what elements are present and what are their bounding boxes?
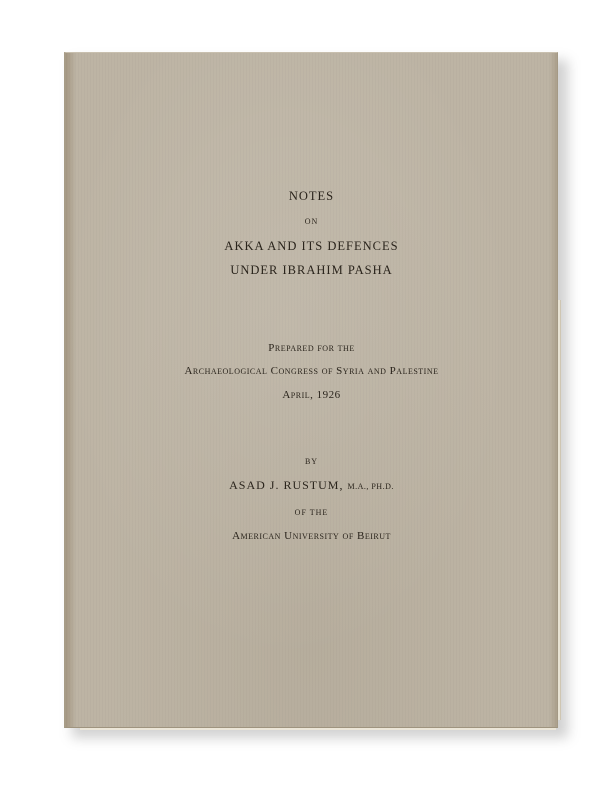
prepared-line-2: Archaeological Congress of Syria and Palestine (184, 365, 439, 377)
author-line (66, 478, 557, 493)
of-the-label (66, 508, 557, 517)
institution-name: American University of Beirut (232, 530, 391, 542)
title-line-3: AKKA AND ITS DEFENCES (224, 239, 399, 253)
author-line-inner (66, 478, 557, 493)
title-akka (66, 239, 557, 254)
congress-name (66, 365, 557, 377)
author-degrees: M.A., PH.D. (347, 482, 394, 491)
of-the-text: OF THE (294, 508, 329, 517)
pamphlet-cover (64, 52, 558, 728)
congress-date (66, 389, 557, 401)
title-notes (66, 189, 557, 204)
title-on (66, 217, 557, 226)
author-name: ASAD J. RUSTUM, (229, 478, 344, 492)
prepared-line-1: Prepared for the (268, 342, 355, 354)
by-text: BY (304, 457, 319, 466)
title-line-2: ON (304, 217, 319, 226)
by-label (66, 457, 557, 466)
title-line-1: NOTES (288, 189, 335, 203)
prepared-for (66, 342, 557, 354)
title-under (66, 263, 557, 278)
prepared-date: April, 1926 (282, 389, 341, 401)
title-line-4: UNDER IBRAHIM PASHA (230, 263, 393, 277)
institution-line (66, 530, 557, 542)
